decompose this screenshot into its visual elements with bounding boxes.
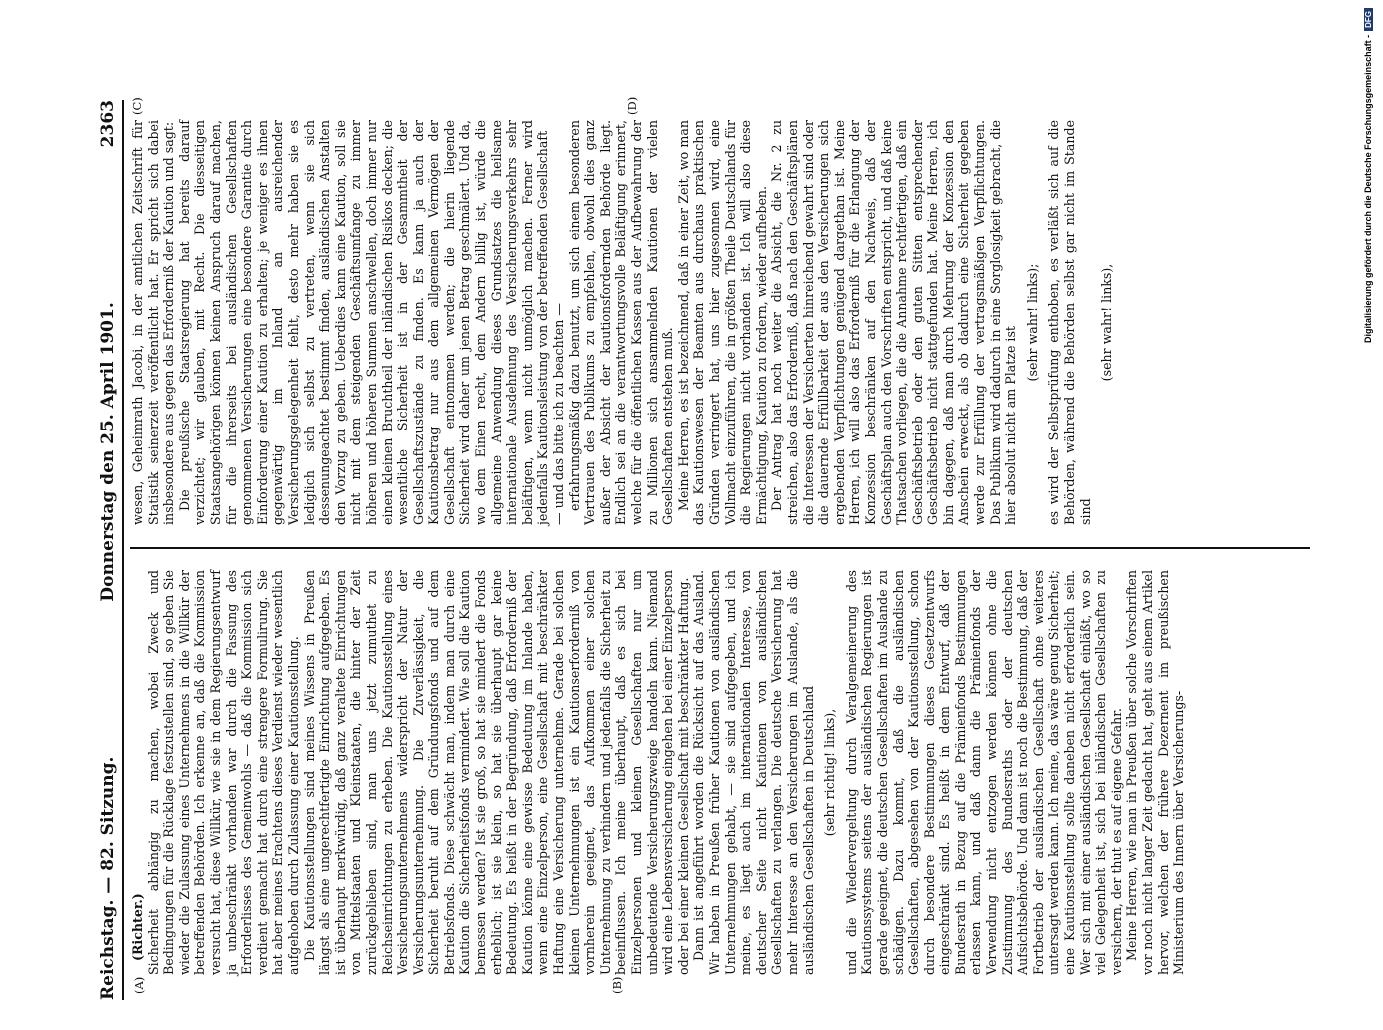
dfg-logo: DFG <box>1364 8 1373 31</box>
paragraph: Meine Herren, es ist bezeichnend, daß in einer Zeit, wo man das Kautionswesen der Beamten aus durchaus praktischen Gründen verringert hat, uns hier zugesonnen wird, eine Vollmacht einzuführen, die in größten Theile Deutschlands für die Regierungen nicht vorhanden ist. Ich will also diese Ermächtigung, Kaution zu fordern, wieder aufheben. <box>675 120 769 525</box>
paragraph: Dann ist angeführt worden die Rücksicht auf das Ausland. Wir haben in Preußen früher Kautionen von ausländischen Unternehmungen gehabt, — sie sind aufgegeben, und ich meine, es liegt auch im internationalen Interesse, von deutscher Seite nicht Kautionen von ausländischen Gesellschaften zu verlangen. Die deutsche Versicherung hat mehr Interesse an den Versicherungen im Auslande, als die ausländischen Gesellschaften in Deutschland <box>691 570 816 975</box>
quotation: erfahrungsmäßig dazu benutzt, um sich einem besonderen Vertrauen des Publikums zu empfehlen, obwohl dies ganz außer der Absicht der kautionsfordernden Behörde liegt. Endlich sei an die verantwortungsvolle Beläftigung erinnert, welche für die öffentlichen Kassen aus der Aufbewahrung der zu Millionen sich ansammelnden Kautionen der vielen Gesellschaften entstehen muß. <box>566 120 676 525</box>
credit-text: Digitalisierung gefördert durch die Deutsche Forschungsgemeinschaft - <box>1363 34 1373 343</box>
column-separator <box>130 547 1310 549</box>
paragraph: Meine Herren, wie man in Preußen über solche Vorschriften vor noch nicht langer Zeit gedacht hat, geht aus einem Artikel hervor, welchen der frühere Dezernent im preußischen Ministerium des Innern über Versicherungs- <box>1124 570 1187 975</box>
paragraph: und die Wiedervergeltung durch Veralgemeinerung des Kautionssystems seitens der ausländischen Regierungen ist gerade geeignet, die deutschen Gesellschaften im Auslande zu schädigen. Dazu kommt, daß die ausländischen Gesellschaften, abgesehen von der Kautionsstellung, schon durch besondere Bestimmungen dieses Gesetzentwurfs eingeschränkt sind. Es heißt in dem Entwurf, daß der Bundesrath in Bezug auf die Prämienfonds Bestimmungen erlassen kann, und daß dann die Prämienfonds der Verwendung nicht entzogen werden können ohne die Zustimmung des Bundesraths oder der deutschen Aufsichtsbehörde. Und dann ist noch die Bestimmung, daß der Fortbetrieb der ausländischen Gesellschaft ohne weiteres untersagt werden kann. Ich meine, das wäre genug Sicherheit; eine Kautionsstellung sollte daneben nicht erforderlich sein. Wer sich mit einer ausländischen Gesellschaft einläßt, wo so viel Gelegenheit ist, sich bei inländischen Gesellschaften zu versichern, der thut es auf eigene Gefahr. <box>843 570 1124 975</box>
header-left: Reichstag. — 82. Sitzung. <box>98 756 118 1000</box>
paragraph: wesen, Geheimrath Jacobi, in der amtlichen Zeitschrift für Statistik seinerzeit veröffentlicht hat. Er spricht sich dabei insbesondere aus gegen das Erforderniß der Kaution und sagt: <box>130 120 177 525</box>
speaker-label: (Richter.) <box>130 893 145 961</box>
margin-letter-d: (D) <box>625 96 639 115</box>
interjection: (sehr wahr! links); <box>1024 263 1040 382</box>
quotation: Die preußische Staatsregierung hat bereits darauf verzichtet; wir glauben, mit Recht. Die diesseitigen Staatsangehörigen können keinen Anspruch darauf machen, für die ihrerseits bei ausländischen Gesellschaften genommenen Versicherungen eine besondere Garantie durch Einforderung einer Kaution zu erhalten; je weniger es ihnen gegenwärtig im Inland an ausreichender Versicherungsgelegenheit fehlt, desto mehr haben sie es lediglich sich selbst zu vertreten, wenn sie sich dessenungeachtet bestimmt finden, ausländischen Anstalten den Vorzug zu geben. Ueberdies kann eine Kaution, soll sie nicht mit dem steigenden Geschäftsumfange zu immer höheren und höheren Summen anschwellen, doch immer nur einen kleinen Bruchtheil der inländischen Risikos decken; die wesentliche Sicherheit ist in der Gesammtheit der Gesellschaftszustände zu finden. Es kann ja auch der Kautionsbetrag nur aus dem allgemeinen Vermögen der Gesellschaft entnommen werden; die hierin liegende Sicherheit wird daher um jenen Betrag geschmälert. Und da, wo dem Einen recht, dem Andern billig ist, würde die allgemeine Anwendung dieses Grundsatzes die heilsame internationale Ausdehnung des Versicherungsverkehrs sehr beläftigen, wenn nicht unmöglich machen. Ferner wird jedenfalls Kautionsleistung von der betreffenden Gesellschaft <box>176 120 551 525</box>
header-rule <box>122 100 124 1000</box>
page-header <box>90 100 118 1000</box>
header-center: Donnerstag den 25. April 1901. <box>98 302 118 602</box>
interjection: (sehr wahr! links), <box>1099 263 1115 382</box>
rotated-page <box>50 80 1350 1030</box>
paragraph: Der Antrag hat noch weiter die Absicht, die Nr. 2 zu streichen, also das Erforderniß, daß nach den Geschäftsplänen die Interessen der Versicherten hinreichend gewahrt sind oder die dauernde Erfüllbarkeit der aus den Versicherungen sich ergebenden Verpflichtungen genügend dargethan ist. Meine Herren, ich will also das Erforderniß für die Erlangung der Konzession beschränken auf den Nachweis, daß der Geschäftsplan auch den Vorschriften entspricht, und daß keine Thatsachen vorliegen, die die Annahme rechtfertigen, daß ein Geschäftsbetrieb oder den guten Sitten entsprechender Geschäftsbetrieb nicht stattgefunden hat. Meine Herren, ich bin dagegen, daß man durch Mehrung der Konzession den Anschein erweckt, als ob dadurch eine Sicherheit gegeben werde zur Erfüllung der vertragsmäßigen Verpflichtungen. Das Publikum wird dadurch in eine Sorglosigkeit gebracht, die hier absolut nicht am Platze ist <box>769 120 1019 525</box>
paragraph: es wird der Selbstprüfung enthoben, es verläßt sich auf die Behörden, während die Behörden selbst gar nicht im Stande sind <box>1046 120 1093 525</box>
interjection: (sehr richtig! links), <box>822 708 838 837</box>
aside: — und das bitte ich zu beachten — <box>551 303 567 525</box>
paragraph: Sicherheit abhängig zu machen, wobei Zweck und Bedingungen für die Rücklage festzustellen sind, so geben Sie wieder die Zulassung eines Unternehmens in die Willkür der betreffenden Behörden. Ich erkenne an, daß die Kommission versucht hat, diese Willkür, wie sie in dem Regierungsentwurf ja unbeschränkt vorhanden war durch die Fassung des Erforderlisses des Gemeinwohls — daß die Kommission sich verdient gemacht hat durch eine strengere Formulirung. Sie hat aber meines Erachtens dieses Verdienst wieder wesentlich aufgehoben durch Zulassung einer Kautionsstellung. <box>145 570 301 975</box>
paragraph: Die Kautionsstellungen sind meines Wissens in Preußen längst als eine ungerechtfertigte Einrichtung aufgegeben. Es ist überhaupt merkwürdig, daß ganz veraltete Einrichtungen von Mittelstaaten und Kleinstaaten, die hinter der Zeit zurückgeblieben sind, man uns jetzt zumuthet zu Reichseinrichtungen zu erheben. Die Kautionsstellung eines Versicherungsunternehmens widerspricht der Natur der Versicherungsunternehmung. Die Zuverlässigkeit, die Sicherheit beruht auf dem Gründungsfonds und auf dem Betriebsfonds. Diese schwächt man, indem man durch eine Kaution die Sicherheitsfonds vermindert. Wie soll die Kaution bemessen werden? Ist sie groß, so hat sie mindert die Fonds erheblich; ist sie klein, so hat sie überhaupt gar keine Bedeutung. Es heißt in der Begründung, daß Erforderniß der Kaution könne eine gewisse Bedeutung im Inlande haben, wenn eine Einzelperson, eine Gesellschaft mit beschränkter Haftung eine Versicherung unternehme. Gerade bei solchen kleinen Unternehmungen ist ein Kautionserforderniß von vornherein geeignet, das Aufkommen einer solchen Unternehmung zu verhindern und jedenfalls die Sicherheit zu beeinflussen. Ich meine überhaupt, daß es sich bei Einzelpersonen und kleinen Gesellschaften nur um unbedeutende Versicherungszweige handeln kann. Niemand wird eine Lebensversicherung eingehen bei einer Einzelperson oder bei einer kleinen Gesellschaft mit beschränkter Haftung. <box>301 570 691 975</box>
digitization-credit <box>1359 8 1377 992</box>
margin-letter-c: (C) <box>130 97 144 115</box>
left-column <box>130 570 1187 975</box>
margin-letter-a: (A) <box>132 976 146 994</box>
page-number: 2363 <box>98 100 118 148</box>
margin-letter-b: (B) <box>610 976 624 994</box>
right-column <box>130 120 1121 525</box>
